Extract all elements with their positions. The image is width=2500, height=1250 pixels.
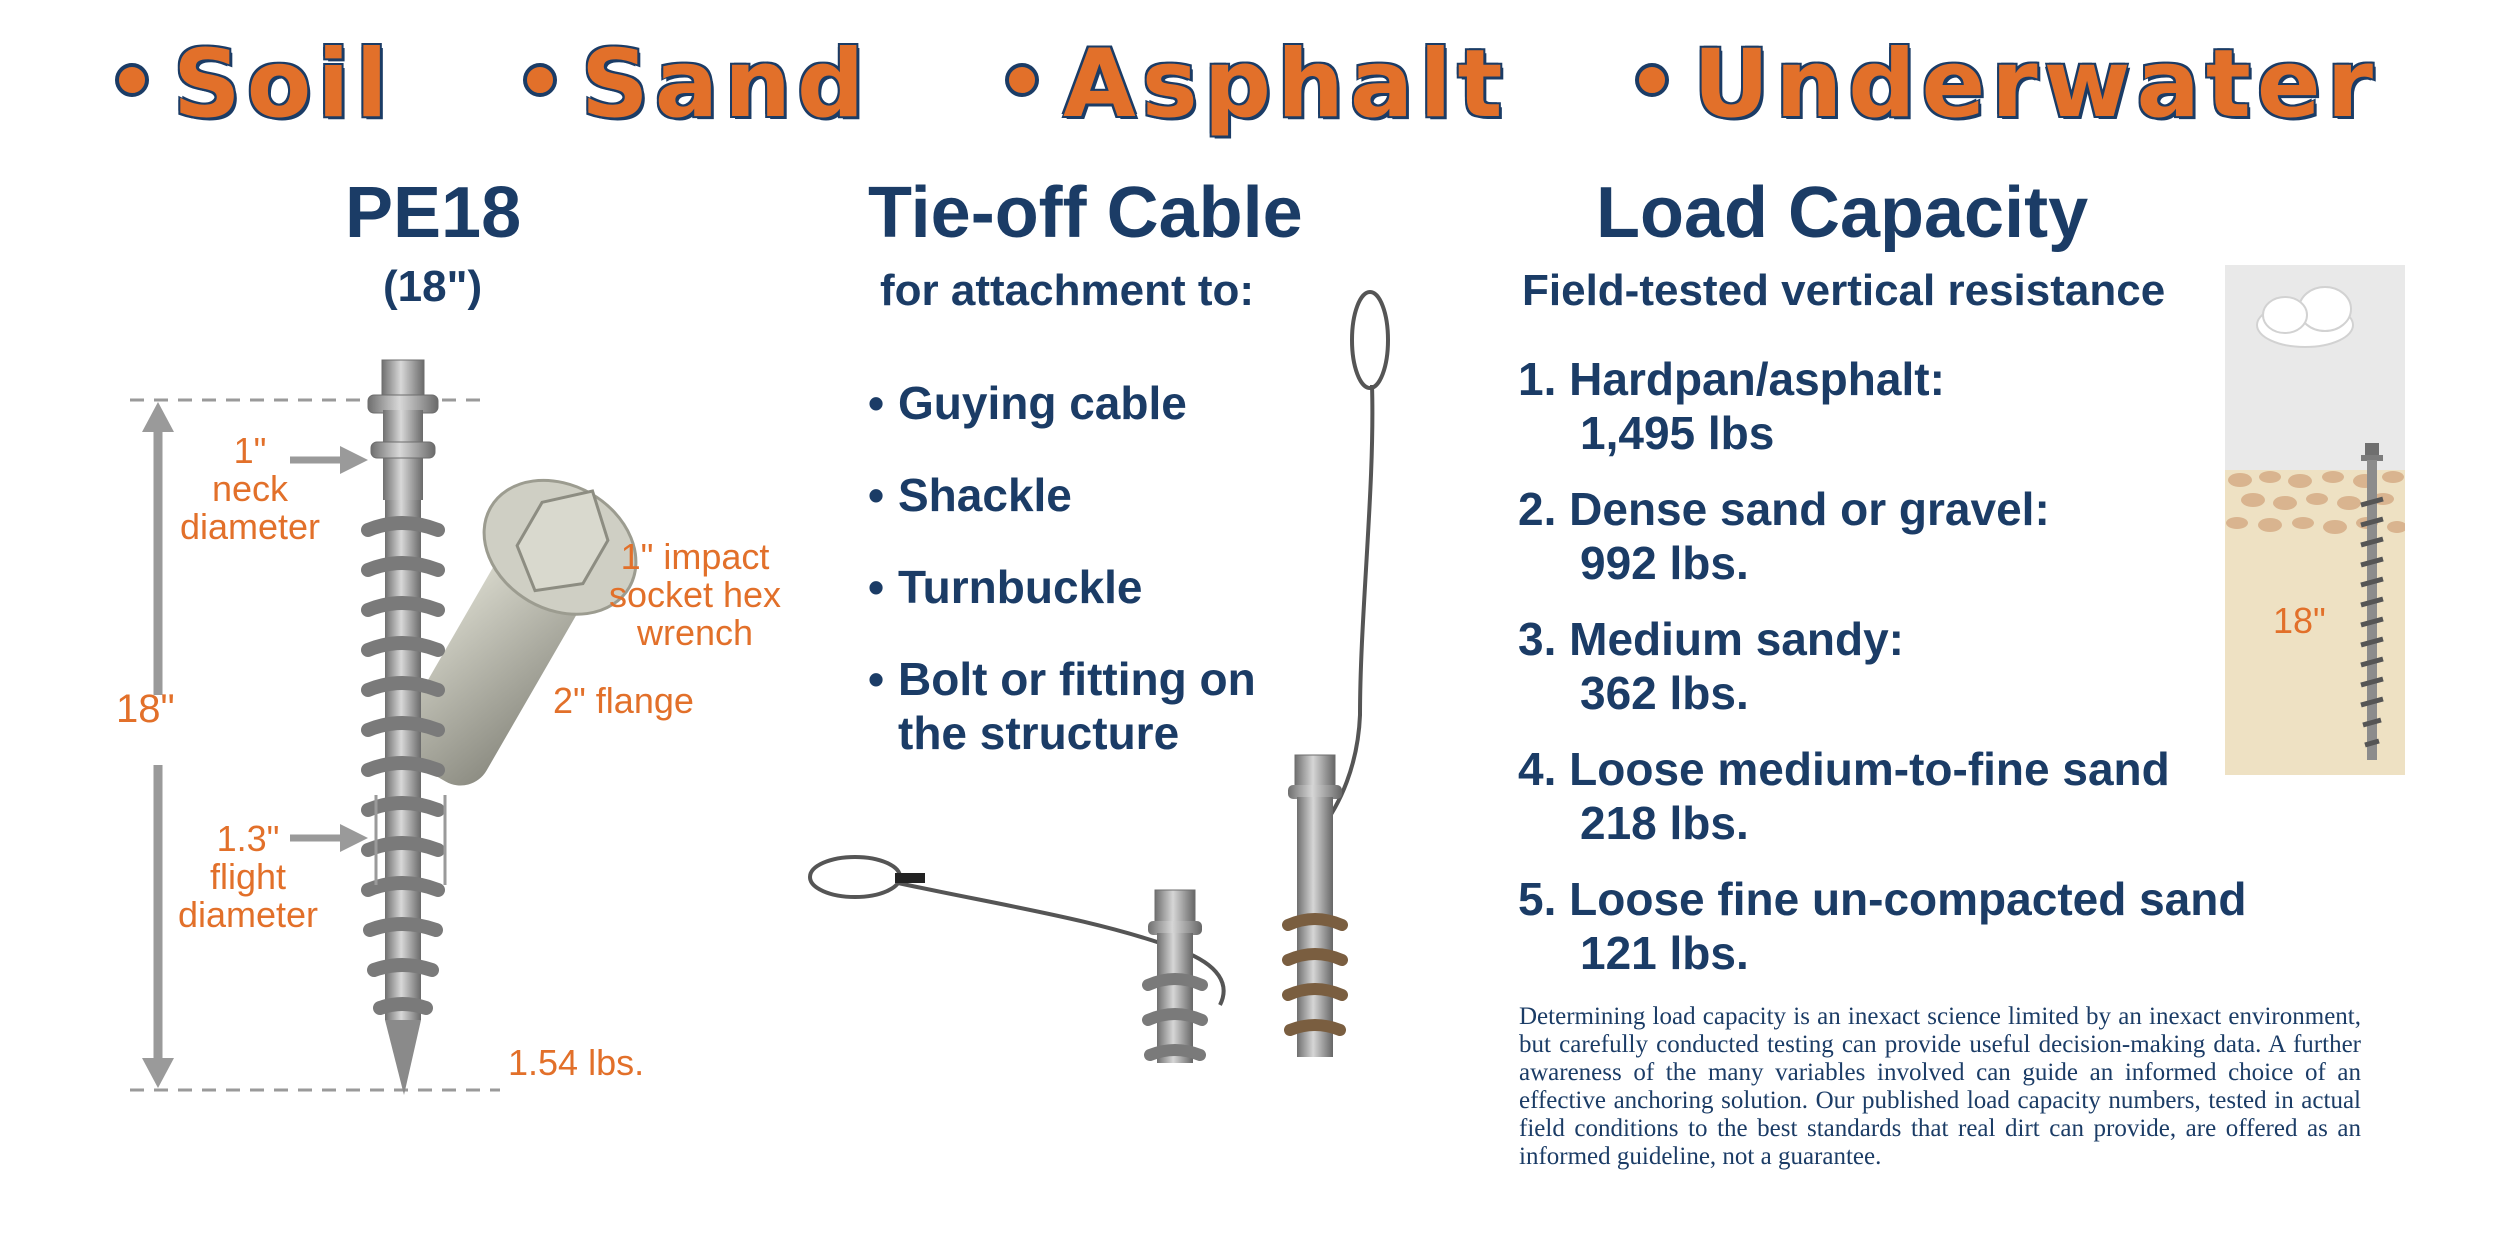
depth-label: 18" [2273, 600, 2326, 641]
wrench-label: 1" impact socket hex wrench [608, 536, 782, 653]
list-item: 5. Loose fine un-compacted sand 121 lbs. [1518, 873, 2247, 979]
height-label: 18" [116, 687, 175, 731]
screw-anchor-icon [368, 360, 438, 1095]
short-anchor-icon [1148, 890, 1202, 1063]
banner-term-soil: Soil [115, 30, 394, 139]
bullet-icon [1635, 63, 1669, 97]
cable-title: Tie-off Cable [868, 173, 1303, 253]
product-model: PE18 [345, 173, 522, 253]
banner-term-underwater: Underwater [1635, 30, 2379, 139]
flange-label: 2" flange [553, 680, 694, 721]
banner-term-sand: Sand [523, 30, 870, 139]
bullet-icon [1005, 63, 1039, 97]
load-list [1518, 352, 2278, 980]
tall-anchor-icon [1288, 755, 1342, 1057]
list-item: 4. Loose medium-to-fine sand 218 lbs. [1518, 743, 2170, 849]
soil-depth-diagram [2225, 265, 2405, 775]
bullet-icon [115, 63, 149, 97]
neck-diameter-label: 1" neck diameter [179, 430, 321, 547]
list-item: 1. Hardpan/asphalt: 1,495 lbs [1518, 353, 1945, 459]
tie-off-cable-diagram [800, 285, 1420, 1095]
list-item: • Shackle [868, 469, 1072, 521]
cable-subtitle: for attachment to: [880, 266, 1254, 315]
load-disclaimer: Determining load capacity is an inexact science limited by an inexact environment, but carefully conducted testing can provide useful decision-making data. A further awareness of the many variables involved can guide an informed choice of an effective anchoring solution. Our published load capacity numbers, tested in actual field conditions to the best standards that real dirt can provide, are offered as an informed guideline, not a guarantee. [1519, 1003, 2361, 1170]
weight-label: 1.54 lbs. [508, 1042, 645, 1083]
list-item: 3. Medium sandy: 362 lbs. [1518, 613, 1904, 719]
list-item: • Bolt or fitting on the structure [868, 653, 1256, 759]
list-item: • Turnbuckle [868, 561, 1143, 613]
product-length: (18") [383, 262, 483, 311]
list-item: 2. Dense sand or gravel: 992 lbs. [1518, 483, 2050, 589]
load-subtitle: Field-tested vertical resistance [1522, 266, 2166, 315]
load-title: Load Capacity [1596, 173, 2089, 253]
list-item: • Guying cable [868, 377, 1187, 429]
bullet-icon [523, 63, 557, 97]
surface-banner [0, 30, 2500, 140]
cable-loop-icon [1320, 292, 1388, 830]
flight-diameter-label: 1.3" flight diameter [177, 818, 319, 935]
banner-term-asphalt: Asphalt [1005, 30, 1509, 139]
